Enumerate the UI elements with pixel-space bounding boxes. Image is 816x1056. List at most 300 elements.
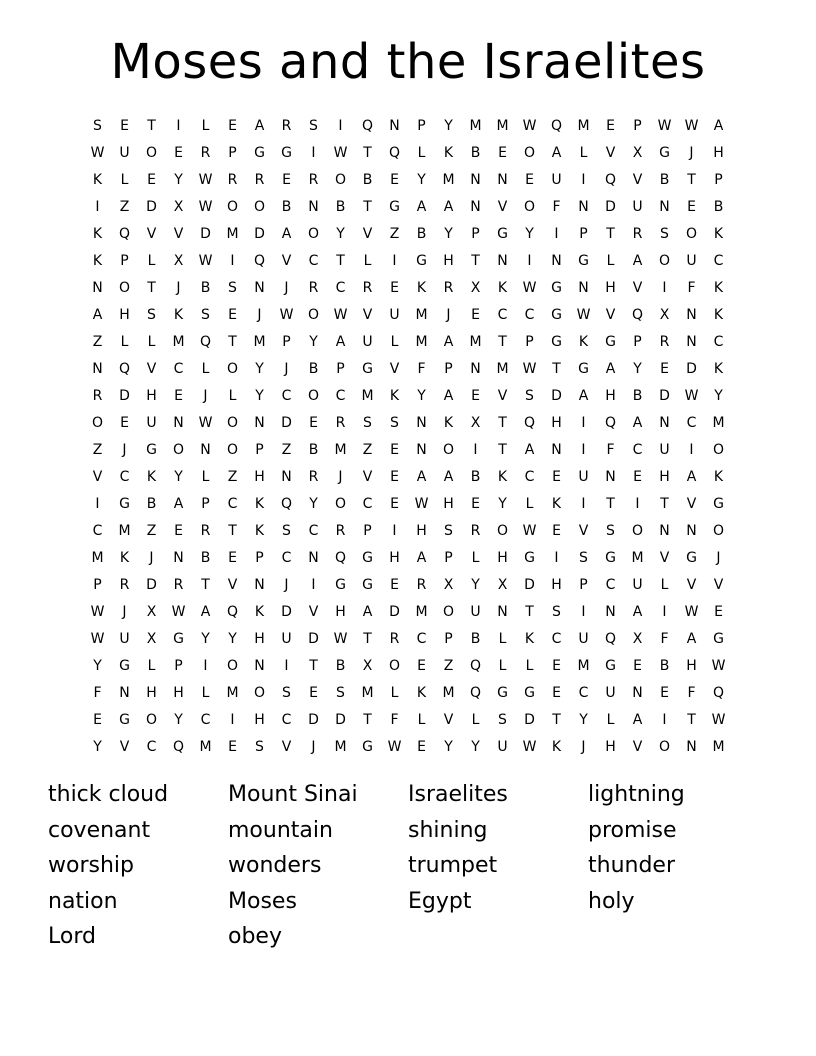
grid-letter: G bbox=[551, 306, 562, 323]
grid-letter: G bbox=[578, 252, 589, 269]
grid-letter: S bbox=[606, 522, 615, 539]
grid-letter: Y bbox=[444, 225, 453, 242]
grid-letter: V bbox=[146, 360, 157, 377]
grid-letter: C bbox=[686, 414, 697, 431]
grid-letter: Z bbox=[92, 441, 103, 458]
grid-letter: A bbox=[686, 630, 697, 647]
grid-letter: Q bbox=[712, 684, 725, 701]
grid-letter: C bbox=[308, 522, 319, 539]
grid-letter: K bbox=[713, 279, 724, 296]
grid-letter: G bbox=[578, 360, 589, 377]
grid-letter: H bbox=[254, 630, 265, 647]
grid-letter: M bbox=[253, 333, 266, 350]
grid-letter: Z bbox=[146, 522, 157, 539]
grid-letter: E bbox=[228, 117, 237, 134]
grid-letter: R bbox=[281, 117, 292, 134]
grid-letter: P bbox=[633, 117, 642, 134]
grid-letter: E bbox=[390, 468, 399, 485]
grid-letter: K bbox=[416, 279, 427, 296]
grid-letter: W bbox=[711, 711, 726, 728]
grid-letter: O bbox=[334, 495, 347, 512]
grid-letter: J bbox=[284, 576, 289, 593]
grid-letter: X bbox=[470, 414, 481, 431]
grid-letter: R bbox=[119, 576, 130, 593]
grid-letter: T bbox=[363, 630, 372, 647]
grid-letter: W bbox=[657, 117, 672, 134]
grid-letter: G bbox=[119, 495, 130, 512]
grid-letter: L bbox=[201, 468, 210, 485]
grid-letter: L bbox=[498, 657, 507, 674]
grid-letter: Q bbox=[280, 495, 293, 512]
grid-letter: H bbox=[497, 549, 508, 566]
grid-letter: N bbox=[605, 603, 616, 620]
grid-letter: M bbox=[415, 333, 428, 350]
grid-letter: T bbox=[336, 252, 345, 269]
grid-letter: V bbox=[389, 360, 400, 377]
grid-letter: W bbox=[522, 117, 537, 134]
grid-row bbox=[84, 490, 732, 517]
grid-letter: K bbox=[254, 522, 265, 539]
grid-letter: G bbox=[605, 657, 616, 674]
grid-letter: L bbox=[417, 144, 426, 161]
grid-letter: H bbox=[605, 279, 616, 296]
grid-letter: K bbox=[497, 468, 508, 485]
grid-letter: T bbox=[498, 414, 507, 431]
grid-letter: A bbox=[443, 387, 454, 404]
grid-letter: Y bbox=[255, 360, 264, 377]
grid-letter: I bbox=[284, 657, 289, 674]
grid-letter: U bbox=[119, 630, 130, 647]
grid-letter: M bbox=[496, 117, 509, 134]
grid-letter: Q bbox=[172, 738, 185, 755]
grid-letter: M bbox=[469, 117, 482, 134]
grid-letter: V bbox=[713, 576, 724, 593]
grid-letter: W bbox=[522, 522, 537, 539]
grid-letter: P bbox=[201, 495, 210, 512]
grid-letter: L bbox=[471, 549, 480, 566]
grid-letter: N bbox=[173, 549, 184, 566]
grid-letter: M bbox=[91, 549, 104, 566]
grid-letter: C bbox=[713, 333, 724, 350]
grid-row bbox=[84, 382, 732, 409]
grid-letter: E bbox=[390, 279, 399, 296]
grid-letter: F bbox=[417, 360, 426, 377]
grid-letter: Y bbox=[309, 333, 318, 350]
grid-letter: G bbox=[659, 144, 670, 161]
grid-letter: T bbox=[660, 495, 669, 512]
page-title: Moses and the Israelites bbox=[110, 34, 706, 90]
grid-letter: F bbox=[687, 684, 696, 701]
grid-letter: N bbox=[254, 414, 265, 431]
grid-row bbox=[84, 571, 732, 598]
grid-letter: J bbox=[716, 549, 721, 566]
grid-letter: Q bbox=[361, 117, 374, 134]
grid-letter: M bbox=[361, 387, 374, 404]
grid-letter: C bbox=[308, 252, 319, 269]
grid-letter: D bbox=[308, 711, 319, 728]
grid-letter: L bbox=[498, 630, 507, 647]
grid-letter: X bbox=[173, 252, 184, 269]
grid-letter: T bbox=[606, 225, 615, 242]
grid-letter: R bbox=[227, 171, 238, 188]
grid-letter: E bbox=[228, 549, 237, 566]
grid-letter: A bbox=[416, 468, 427, 485]
grid-letter: O bbox=[307, 387, 320, 404]
word-list-item: thunder bbox=[588, 853, 676, 878]
grid-letter: Y bbox=[444, 117, 453, 134]
grid-letter: O bbox=[226, 414, 239, 431]
grid-letter: G bbox=[416, 252, 427, 269]
grid-letter: B bbox=[200, 279, 211, 296]
grid-letter: E bbox=[390, 495, 399, 512]
grid-letter: B bbox=[146, 495, 157, 512]
grid-letter: E bbox=[633, 468, 642, 485]
grid-letter: N bbox=[686, 738, 697, 755]
grid-letter: H bbox=[254, 711, 265, 728]
grid-letter: L bbox=[147, 333, 156, 350]
grid-letter: W bbox=[522, 279, 537, 296]
grid-letter: V bbox=[119, 738, 130, 755]
grid-letter: Y bbox=[228, 630, 237, 647]
grid-letter: W bbox=[198, 414, 213, 431]
grid-letter: W bbox=[171, 603, 186, 620]
word-list-item: worship bbox=[48, 853, 134, 878]
grid-letter: E bbox=[390, 171, 399, 188]
grid-letter: A bbox=[416, 198, 427, 215]
grid-letter: I bbox=[95, 198, 100, 215]
grid-letter: L bbox=[147, 252, 156, 269]
grid-letter: N bbox=[416, 414, 427, 431]
grid-letter: A bbox=[254, 117, 265, 134]
grid-letter: U bbox=[551, 171, 562, 188]
word-list-item: promise bbox=[588, 817, 677, 843]
grid-letter: H bbox=[173, 684, 184, 701]
grid-letter: O bbox=[523, 144, 536, 161]
grid-letter: I bbox=[527, 252, 532, 269]
grid-letter: G bbox=[173, 630, 184, 647]
grid-letter: R bbox=[200, 522, 211, 539]
word-list-item: mountain bbox=[228, 817, 333, 843]
grid-letter: I bbox=[311, 576, 316, 593]
grid-letter: N bbox=[578, 198, 589, 215]
grid-letter: S bbox=[579, 549, 588, 566]
grid-letter: H bbox=[119, 306, 130, 323]
grid-letter: Q bbox=[604, 414, 617, 431]
grid-letter: I bbox=[554, 549, 559, 566]
grid-letter: V bbox=[605, 144, 616, 161]
grid-letter: H bbox=[389, 549, 400, 566]
grid-letter: M bbox=[334, 441, 347, 458]
grid-letter: W bbox=[684, 387, 699, 404]
grid-letter: A bbox=[632, 711, 643, 728]
grid-letter: O bbox=[118, 279, 131, 296]
grid-letter: F bbox=[390, 711, 399, 728]
grid-letter: V bbox=[173, 225, 184, 242]
grid-letter: P bbox=[282, 333, 291, 350]
grid-letter: V bbox=[146, 225, 157, 242]
grid-row bbox=[84, 598, 732, 625]
grid-letter: O bbox=[226, 198, 239, 215]
grid-letter: D bbox=[254, 225, 265, 242]
grid-letter: N bbox=[659, 522, 670, 539]
grid-letter: R bbox=[362, 279, 373, 296]
grid-letter: P bbox=[579, 225, 588, 242]
grid-letter: S bbox=[552, 603, 561, 620]
grid-letter: O bbox=[226, 657, 239, 674]
grid-letter: A bbox=[524, 441, 535, 458]
grid-letter: G bbox=[362, 738, 373, 755]
grid-letter: T bbox=[552, 711, 561, 728]
grid-letter: S bbox=[147, 306, 156, 323]
grid-letter: Y bbox=[336, 225, 345, 242]
grid-letter: B bbox=[308, 441, 319, 458]
grid-letter: X bbox=[173, 198, 184, 215]
grid-letter: E bbox=[390, 441, 399, 458]
grid-letter: V bbox=[659, 549, 670, 566]
grid-letter: H bbox=[605, 738, 616, 755]
grid-letter: N bbox=[470, 171, 481, 188]
grid-letter: W bbox=[711, 657, 726, 674]
grid-letter: K bbox=[389, 387, 400, 404]
grid-letter: C bbox=[227, 495, 238, 512]
grid-letter: R bbox=[92, 387, 103, 404]
grid-letter: C bbox=[497, 306, 508, 323]
grid-letter: D bbox=[605, 198, 616, 215]
grid-letter: N bbox=[686, 333, 697, 350]
grid-letter: N bbox=[497, 603, 508, 620]
grid-letter: E bbox=[147, 171, 156, 188]
grid-row bbox=[84, 544, 732, 571]
grid-letter: W bbox=[522, 360, 537, 377]
grid-letter: H bbox=[605, 387, 616, 404]
grid-letter: C bbox=[362, 495, 373, 512]
grid-letter: I bbox=[635, 495, 640, 512]
grid-letter: O bbox=[91, 414, 104, 431]
grid-letter: X bbox=[146, 603, 157, 620]
grid-letter: V bbox=[497, 198, 508, 215]
grid-letter: W bbox=[414, 495, 429, 512]
grid-letter: J bbox=[176, 279, 181, 296]
grid-letter: C bbox=[173, 360, 184, 377]
grid-letter: T bbox=[147, 279, 156, 296]
grid-letter: E bbox=[93, 711, 102, 728]
grid-letter: S bbox=[93, 117, 102, 134]
grid-letter: F bbox=[660, 630, 669, 647]
grid-letter: G bbox=[362, 549, 373, 566]
grid-letter: S bbox=[309, 117, 318, 134]
grid-letter: W bbox=[576, 306, 591, 323]
grid-letter: W bbox=[333, 630, 348, 647]
grid-row bbox=[84, 274, 732, 301]
grid-letter: Y bbox=[93, 738, 102, 755]
grid-letter: N bbox=[551, 441, 562, 458]
grid-letter: N bbox=[254, 576, 265, 593]
grid-letter: R bbox=[308, 468, 319, 485]
grid-letter: C bbox=[524, 306, 535, 323]
word-list-item: wonders bbox=[228, 853, 322, 878]
grid-letter: H bbox=[686, 657, 697, 674]
grid-letter: D bbox=[551, 387, 562, 404]
grid-letter: I bbox=[392, 252, 397, 269]
grid-letter: K bbox=[119, 549, 130, 566]
grid-row bbox=[84, 679, 732, 706]
grid-letter: Z bbox=[227, 468, 238, 485]
grid-letter: D bbox=[335, 711, 346, 728]
grid-letter: T bbox=[363, 144, 372, 161]
grid-letter: E bbox=[471, 306, 480, 323]
grid-letter: D bbox=[119, 387, 130, 404]
grid-letter: L bbox=[606, 252, 615, 269]
grid-letter: A bbox=[551, 144, 562, 161]
grid-letter: Z bbox=[389, 225, 400, 242]
grid-row bbox=[84, 247, 732, 274]
grid-letter: I bbox=[392, 522, 397, 539]
grid-letter: K bbox=[443, 414, 454, 431]
grid-letter: G bbox=[551, 279, 562, 296]
grid-letter: C bbox=[335, 387, 346, 404]
grid-letter: L bbox=[471, 711, 480, 728]
grid-letter: Y bbox=[255, 387, 264, 404]
grid-letter: W bbox=[333, 144, 348, 161]
grid-letter: M bbox=[496, 360, 509, 377]
grid-letter: O bbox=[685, 225, 698, 242]
grid-letter: N bbox=[92, 360, 103, 377]
grid-letter: I bbox=[311, 144, 316, 161]
grid-letter: D bbox=[308, 630, 319, 647]
grid-letter: I bbox=[662, 711, 667, 728]
grid-letter: E bbox=[417, 657, 426, 674]
grid-letter: D bbox=[389, 603, 400, 620]
grid-letter: P bbox=[471, 225, 480, 242]
grid-letter: C bbox=[416, 630, 427, 647]
grid-letter: C bbox=[551, 630, 562, 647]
grid-letter: U bbox=[632, 576, 643, 593]
grid-letter: Y bbox=[633, 360, 642, 377]
grid-letter: V bbox=[632, 171, 643, 188]
grid-letter: A bbox=[200, 603, 211, 620]
grid-letter: O bbox=[442, 441, 455, 458]
grid-letter: K bbox=[92, 171, 103, 188]
grid-row bbox=[84, 517, 732, 544]
grid-letter: R bbox=[659, 333, 670, 350]
grid-letter: P bbox=[174, 657, 183, 674]
word-list-item: holy bbox=[588, 888, 635, 914]
grid-letter: T bbox=[471, 252, 480, 269]
grid-letter: E bbox=[552, 657, 561, 674]
grid-letter: R bbox=[443, 279, 454, 296]
grid-letter: Q bbox=[226, 603, 239, 620]
grid-letter: W bbox=[90, 144, 105, 161]
grid-letter: S bbox=[282, 684, 291, 701]
grid-letter: E bbox=[309, 684, 318, 701]
grid-letter: V bbox=[281, 738, 292, 755]
grid-letter: M bbox=[199, 738, 212, 755]
grid-letter: S bbox=[660, 225, 669, 242]
grid-letter: Q bbox=[118, 360, 131, 377]
grid-letter: U bbox=[632, 198, 643, 215]
grid-letter: K bbox=[713, 468, 724, 485]
grid-letter: B bbox=[416, 225, 427, 242]
grid-letter: G bbox=[497, 225, 508, 242]
grid-letter: U bbox=[119, 144, 130, 161]
grid-letter: X bbox=[362, 657, 373, 674]
grid-letter: B bbox=[713, 198, 724, 215]
grid-letter: X bbox=[470, 279, 481, 296]
grid-letter: O bbox=[145, 711, 158, 728]
grid-letter: Q bbox=[334, 549, 347, 566]
grid-letter: V bbox=[92, 468, 103, 485]
grid-letter: J bbox=[338, 468, 343, 485]
grid-letter: E bbox=[660, 360, 669, 377]
grid-row bbox=[84, 166, 732, 193]
grid-letter: L bbox=[363, 252, 372, 269]
grid-letter: A bbox=[443, 468, 454, 485]
grid-letter: U bbox=[578, 630, 589, 647]
grid-letter: U bbox=[605, 684, 616, 701]
grid-letter: L bbox=[228, 387, 237, 404]
grid-letter: O bbox=[226, 441, 239, 458]
grid-letter: E bbox=[174, 387, 183, 404]
grid-letter: Y bbox=[417, 171, 426, 188]
grid-letter: O bbox=[712, 522, 725, 539]
grid-letter: W bbox=[522, 738, 537, 755]
grid-letter: Q bbox=[604, 630, 617, 647]
grid-letter: N bbox=[308, 198, 319, 215]
grid-letter: S bbox=[363, 414, 372, 431]
grid-letter: Q bbox=[523, 414, 536, 431]
grid-letter: M bbox=[334, 738, 347, 755]
grid-letter: V bbox=[227, 576, 238, 593]
grid-letter: N bbox=[173, 414, 184, 431]
grid-letter: C bbox=[119, 468, 130, 485]
grid-letter: J bbox=[149, 549, 154, 566]
grid-letter: O bbox=[442, 603, 455, 620]
grid-letter: C bbox=[92, 522, 103, 539]
grid-letter: G bbox=[335, 576, 346, 593]
grid-letter: I bbox=[581, 414, 586, 431]
grid-letter: V bbox=[605, 306, 616, 323]
grid-letter: S bbox=[336, 684, 345, 701]
grid-row bbox=[84, 193, 732, 220]
grid-letter: V bbox=[578, 522, 589, 539]
grid-letter: I bbox=[581, 603, 586, 620]
grid-letter: U bbox=[389, 306, 400, 323]
grid-letter: L bbox=[525, 495, 534, 512]
grid-letter: M bbox=[631, 549, 644, 566]
grid-letter: S bbox=[201, 306, 210, 323]
grid-letter: L bbox=[201, 684, 210, 701]
grid-letter: N bbox=[254, 279, 265, 296]
grid-letter: K bbox=[92, 225, 103, 242]
grid-letter: J bbox=[122, 441, 127, 458]
grid-letter: T bbox=[687, 711, 696, 728]
grid-letter: Q bbox=[550, 117, 563, 134]
grid-letter: O bbox=[253, 684, 266, 701]
grid-letter: I bbox=[581, 441, 586, 458]
grid-letter: I bbox=[203, 657, 208, 674]
grid-letter: Y bbox=[714, 387, 723, 404]
grid-letter: V bbox=[281, 252, 292, 269]
grid-letter: B bbox=[659, 657, 670, 674]
grid-letter: I bbox=[554, 225, 559, 242]
grid-letter: G bbox=[605, 333, 616, 350]
grid-letter: K bbox=[524, 630, 535, 647]
grid-letter: E bbox=[687, 198, 696, 215]
grid-letter: U bbox=[686, 252, 697, 269]
grid-letter: U bbox=[470, 603, 481, 620]
grid-letter: X bbox=[632, 630, 643, 647]
grid-row bbox=[84, 112, 732, 139]
